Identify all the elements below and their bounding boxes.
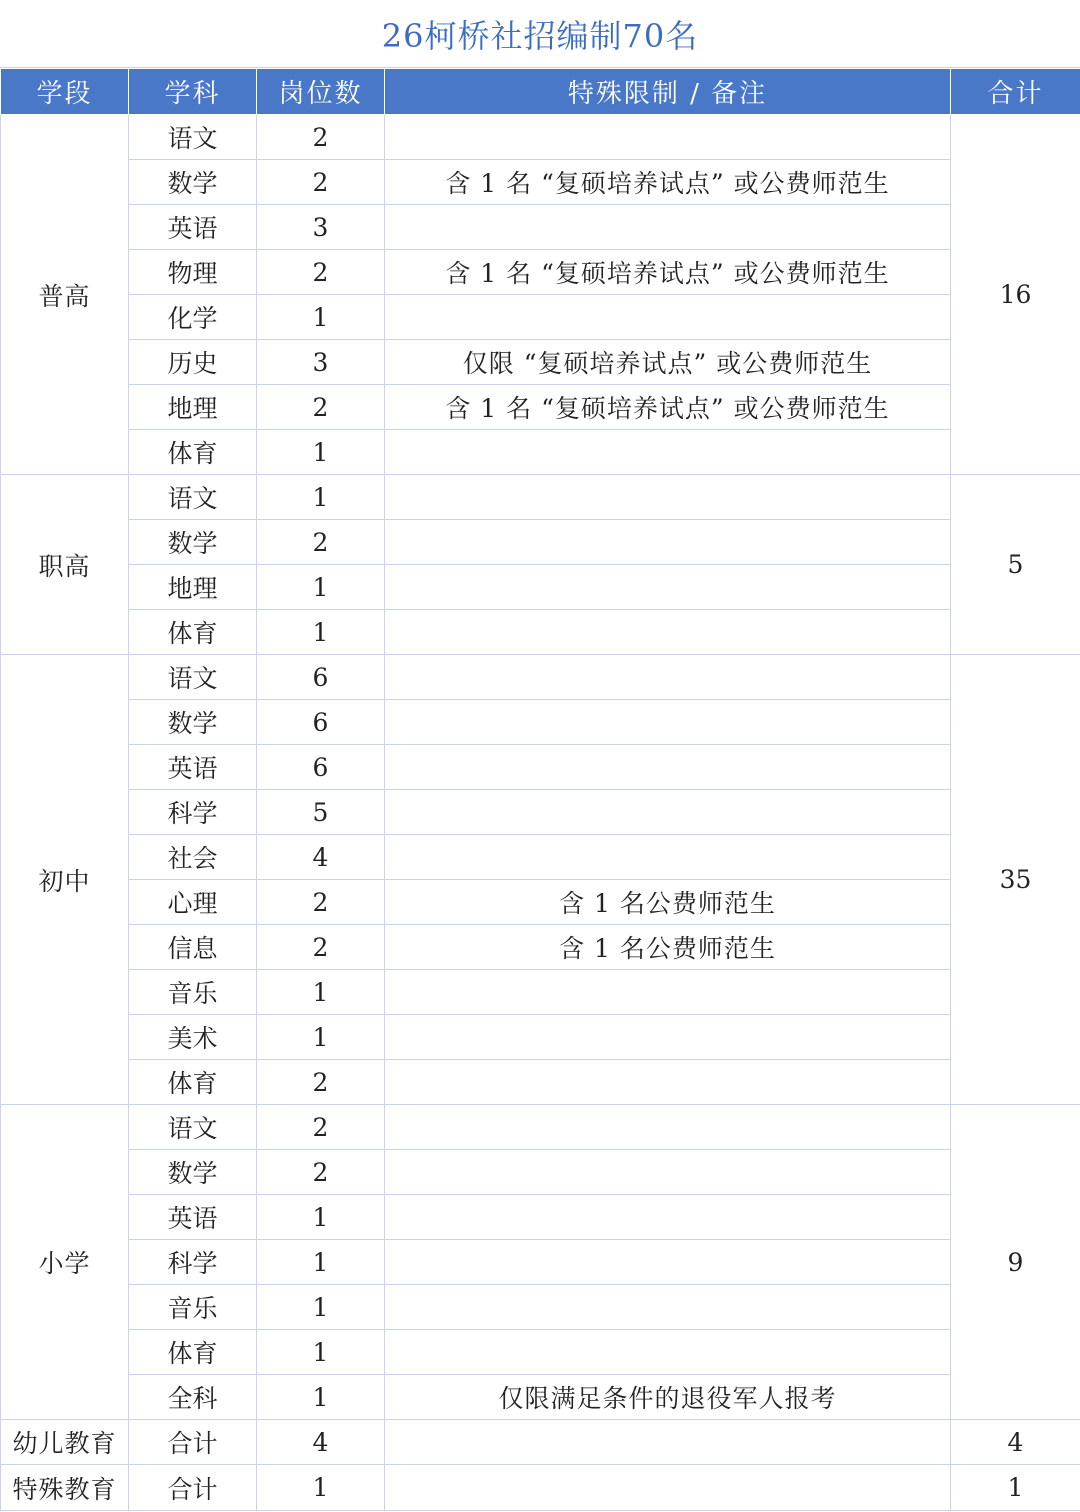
table-row <box>1 565 1080 610</box>
subject-cell: 音乐 <box>129 1285 257 1330</box>
table-body <box>1 115 1080 1511</box>
header-subject: 学科 <box>129 69 257 115</box>
note-cell <box>385 1285 951 1330</box>
table-row <box>1 1015 1080 1060</box>
note-cell <box>385 610 951 655</box>
subject-cell: 语文 <box>129 655 257 700</box>
count-cell: 2 <box>257 160 385 205</box>
count-cell: 1 <box>257 295 385 340</box>
count-cell: 1 <box>257 475 385 520</box>
subject-cell: 合计 <box>129 1420 257 1465</box>
note-cell: 仅限满足条件的退役军人报考 <box>385 1375 951 1420</box>
count-cell: 2 <box>257 925 385 970</box>
note-cell <box>385 1420 951 1465</box>
header-total: 合计 <box>951 69 1080 115</box>
table-row <box>1 880 1080 925</box>
table-row <box>1 475 1080 520</box>
subject-cell: 美术 <box>129 1015 257 1060</box>
note-cell <box>385 745 951 790</box>
count-cell: 1 <box>257 1240 385 1285</box>
count-cell: 2 <box>257 115 385 160</box>
table-row <box>1 1285 1080 1330</box>
note-cell <box>385 790 951 835</box>
subject-cell: 语文 <box>129 1105 257 1150</box>
table-row <box>1 925 1080 970</box>
stage-cell: 特殊教育 <box>1 1465 129 1511</box>
count-cell: 1 <box>257 970 385 1015</box>
note-cell <box>385 295 951 340</box>
total-cell: 4 <box>951 1420 1080 1465</box>
table-row <box>1 1465 1080 1511</box>
subject-cell: 体育 <box>129 430 257 475</box>
subject-cell: 科学 <box>129 1240 257 1285</box>
table-row <box>1 655 1080 700</box>
count-cell: 1 <box>257 1285 385 1330</box>
subject-cell: 音乐 <box>129 970 257 1015</box>
note-cell <box>385 115 951 160</box>
note-cell <box>385 1060 951 1105</box>
count-cell: 1 <box>257 1465 385 1511</box>
table-row <box>1 745 1080 790</box>
note-cell <box>385 655 951 700</box>
subject-cell: 体育 <box>129 610 257 655</box>
subject-cell: 英语 <box>129 745 257 790</box>
count-cell: 6 <box>257 700 385 745</box>
note-cell <box>385 430 951 475</box>
note-cell <box>385 970 951 1015</box>
count-cell: 2 <box>257 1105 385 1150</box>
table-row <box>1 295 1080 340</box>
subject-cell: 数学 <box>129 160 257 205</box>
positions-table <box>0 68 1080 1511</box>
count-cell: 1 <box>257 1195 385 1240</box>
note-cell <box>385 1195 951 1240</box>
subject-cell: 全科 <box>129 1375 257 1420</box>
header-row <box>1 69 1080 115</box>
table-row <box>1 1420 1080 1465</box>
count-cell: 2 <box>257 1150 385 1195</box>
header-note: 特殊限制 / 备注 <box>385 69 951 115</box>
count-cell: 3 <box>257 205 385 250</box>
header-stage: 学段 <box>1 69 129 115</box>
table-row <box>1 115 1080 160</box>
total-cell: 16 <box>951 115 1080 475</box>
count-cell: 1 <box>257 565 385 610</box>
total-cell: 5 <box>951 475 1080 655</box>
table-row <box>1 385 1080 430</box>
note-cell: 含 1 名公费师范生 <box>385 880 951 925</box>
table-header <box>1 69 1080 115</box>
count-cell: 3 <box>257 340 385 385</box>
subject-cell: 英语 <box>129 205 257 250</box>
table-row <box>1 700 1080 745</box>
count-cell: 6 <box>257 655 385 700</box>
subject-cell: 体育 <box>129 1060 257 1105</box>
note-cell: 含 1 名 “复硕培养试点” 或公费师范生 <box>385 385 951 430</box>
subject-cell: 科学 <box>129 790 257 835</box>
note-cell <box>385 475 951 520</box>
stage-cell: 职高 <box>1 475 129 655</box>
stage-cell: 普高 <box>1 115 129 475</box>
subject-cell: 化学 <box>129 295 257 340</box>
note-cell: 含 1 名 “复硕培养试点” 或公费师范生 <box>385 250 951 295</box>
count-cell: 2 <box>257 1060 385 1105</box>
subject-cell: 信息 <box>129 925 257 970</box>
table-row <box>1 205 1080 250</box>
subject-cell: 语文 <box>129 115 257 160</box>
table-row <box>1 1150 1080 1195</box>
note-cell <box>385 565 951 610</box>
note-cell <box>385 205 951 250</box>
table-row <box>1 970 1080 1015</box>
count-cell: 1 <box>257 610 385 655</box>
table-row <box>1 835 1080 880</box>
note-cell <box>385 700 951 745</box>
total-cell: 9 <box>951 1105 1080 1420</box>
table-row <box>1 160 1080 205</box>
table-row <box>1 1375 1080 1420</box>
note-cell <box>385 1015 951 1060</box>
count-cell: 2 <box>257 385 385 430</box>
stage-cell: 幼儿教育 <box>1 1420 129 1465</box>
subject-cell: 地理 <box>129 565 257 610</box>
subject-cell: 数学 <box>129 520 257 565</box>
table-row <box>1 520 1080 565</box>
count-cell: 1 <box>257 1015 385 1060</box>
total-cell: 1 <box>951 1465 1080 1511</box>
table-row <box>1 790 1080 835</box>
subject-cell: 历史 <box>129 340 257 385</box>
count-cell: 5 <box>257 790 385 835</box>
subject-cell: 社会 <box>129 835 257 880</box>
note-cell <box>385 520 951 565</box>
note-cell: 仅限 “复硕培养试点” 或公费师范生 <box>385 340 951 385</box>
note-cell <box>385 1240 951 1285</box>
subject-cell: 数学 <box>129 700 257 745</box>
note-cell <box>385 1330 951 1375</box>
subject-cell: 心理 <box>129 880 257 925</box>
note-cell <box>385 1150 951 1195</box>
table-row <box>1 340 1080 385</box>
page-title: 26柯桥社招编制70名 <box>0 0 1080 68</box>
table-row <box>1 1195 1080 1240</box>
note-cell: 含 1 名公费师范生 <box>385 925 951 970</box>
subject-cell: 数学 <box>129 1150 257 1195</box>
count-cell: 6 <box>257 745 385 790</box>
count-cell: 2 <box>257 250 385 295</box>
table-row <box>1 1240 1080 1285</box>
table-row <box>1 1060 1080 1105</box>
count-cell: 4 <box>257 835 385 880</box>
total-cell: 35 <box>951 655 1080 1105</box>
stage-cell: 小学 <box>1 1105 129 1420</box>
stage-cell: 初中 <box>1 655 129 1105</box>
note-cell <box>385 835 951 880</box>
note-cell <box>385 1105 951 1150</box>
table-row <box>1 1330 1080 1375</box>
table-row <box>1 1105 1080 1150</box>
header-count: 岗位数 <box>257 69 385 115</box>
note-cell: 含 1 名 “复硕培养试点” 或公费师范生 <box>385 160 951 205</box>
note-cell <box>385 1465 951 1511</box>
count-cell: 4 <box>257 1420 385 1465</box>
count-cell: 2 <box>257 880 385 925</box>
count-cell: 1 <box>257 1375 385 1420</box>
subject-cell: 语文 <box>129 475 257 520</box>
subject-cell: 地理 <box>129 385 257 430</box>
subject-cell: 体育 <box>129 1330 257 1375</box>
table-row <box>1 610 1080 655</box>
count-cell: 1 <box>257 430 385 475</box>
table-row <box>1 430 1080 475</box>
count-cell: 1 <box>257 1330 385 1375</box>
count-cell: 2 <box>257 520 385 565</box>
subject-cell: 英语 <box>129 1195 257 1240</box>
subject-cell: 物理 <box>129 250 257 295</box>
table-row <box>1 250 1080 295</box>
subject-cell: 合计 <box>129 1465 257 1511</box>
